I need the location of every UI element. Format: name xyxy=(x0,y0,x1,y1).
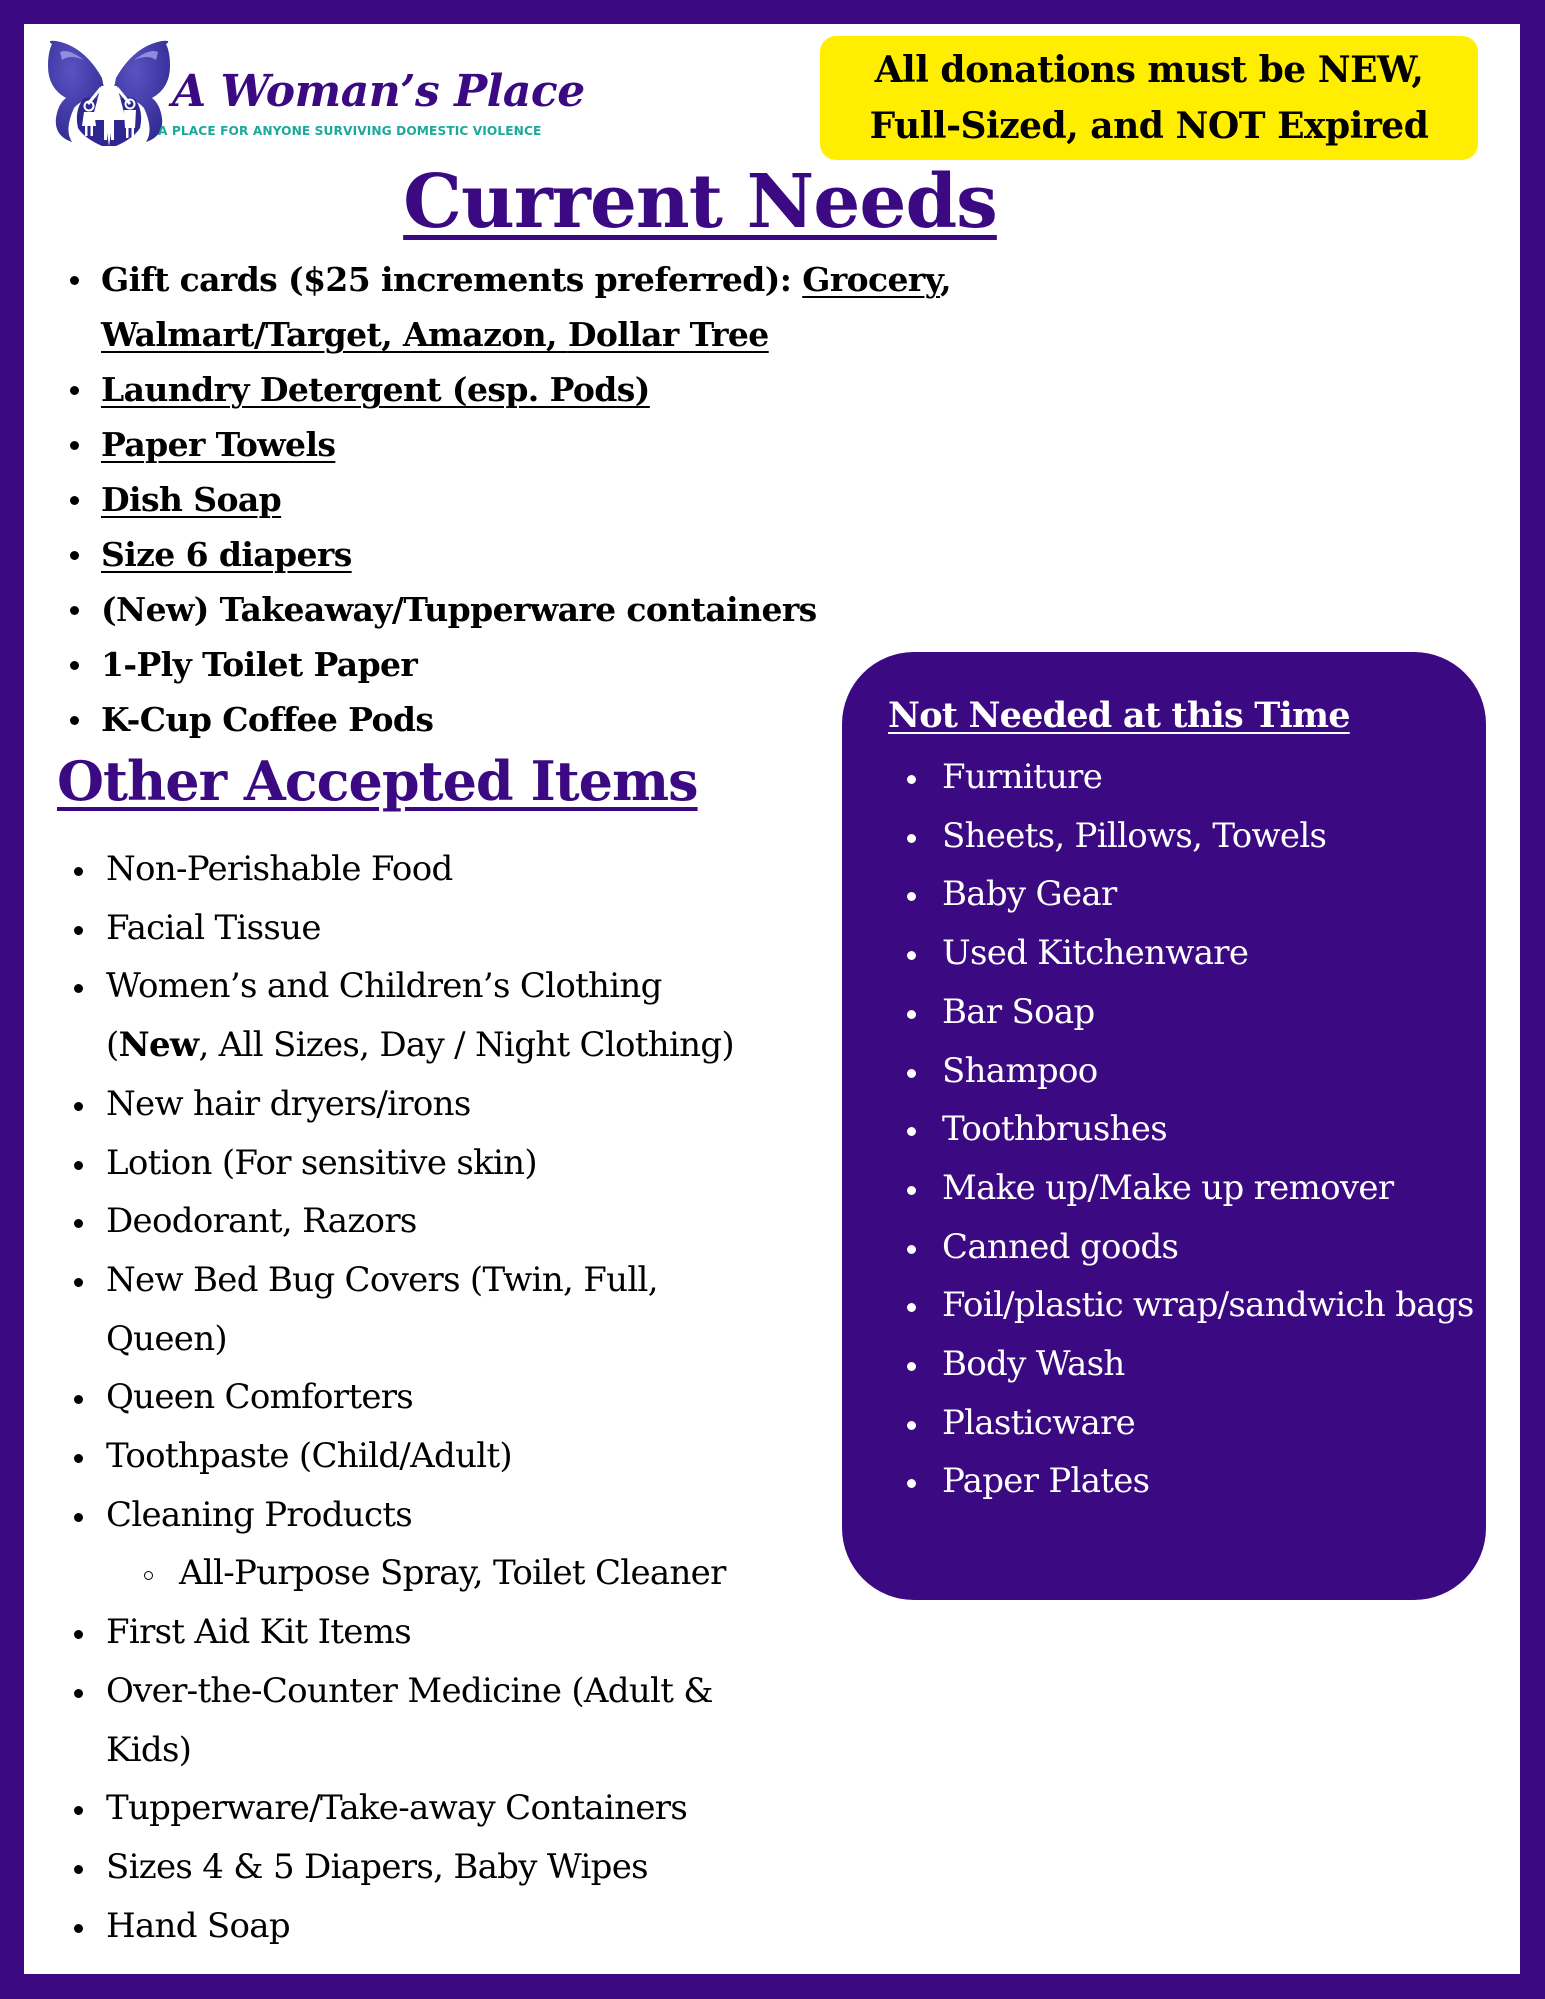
list-item: New Bed Bug Covers (Twin, Full, Queen) xyxy=(72,1251,756,1368)
not-needed-list xyxy=(907,748,1477,1511)
butterfly-family-icon xyxy=(44,38,174,150)
list-item: Tupperware/Take-away Containers xyxy=(72,1779,852,1838)
notice-line-2: Full-Sized, and NOT Expired xyxy=(869,105,1429,147)
list-item: Queen Comforters xyxy=(72,1368,852,1427)
clothing-new-emphasis: New xyxy=(118,1025,199,1066)
gift-card-store: Walmart/Target xyxy=(101,315,382,354)
list-item: Used Kitchenware xyxy=(907,924,1477,983)
list-item: 1-Ply Toilet Paper xyxy=(68,637,1118,692)
list-item: Baby Gear xyxy=(907,865,1477,924)
list-item: New hair dryers/irons xyxy=(72,1075,852,1134)
list-item: Canned goods xyxy=(907,1218,1477,1277)
gift-card-store: Grocery xyxy=(802,260,941,299)
gift-card-store: Amazon xyxy=(402,315,547,354)
list-item: Non-Perishable Food xyxy=(72,840,852,899)
other-accepted-heading: Other Accepted Items xyxy=(57,749,698,813)
list-item: (New) Takeaway/Tupperware containers xyxy=(68,582,1118,637)
list-item: Paper Plates xyxy=(907,1452,1477,1511)
list-item: Cleaning Products xyxy=(72,1486,852,1545)
list-item: Foil/plastic wrap/sandwich bags xyxy=(907,1276,1477,1335)
not-needed-panel xyxy=(842,652,1486,1600)
donation-notice-box xyxy=(820,36,1478,160)
brand-name: A Woman’s Place xyxy=(172,66,585,117)
list-item: Bar Soap xyxy=(907,983,1477,1042)
list-item: Facial Tissue xyxy=(72,899,852,958)
list-item: Sheets, Pillows, Towels xyxy=(907,807,1477,866)
notice-line-1: All donations must be NEW, xyxy=(874,49,1424,91)
list-item: Over-the-Counter Medicine (Adult & Kids) xyxy=(72,1662,796,1779)
list-item: First Aid Kit Items xyxy=(72,1603,852,1662)
list-item: Furniture xyxy=(907,748,1477,807)
list-item: Shampoo xyxy=(907,1042,1477,1101)
not-needed-heading: Not Needed at this Time xyxy=(888,695,1350,736)
list-item: Deodorant, Razors xyxy=(72,1192,852,1251)
list-item: Lotion (For sensitive skin) xyxy=(72,1134,852,1193)
list-item: Body Wash xyxy=(907,1335,1477,1394)
list-item: Size 6 diapers xyxy=(68,527,1118,582)
list-item: Make up/Make up remover xyxy=(907,1159,1477,1218)
list-item: Laundry Detergent (esp. Pods) xyxy=(68,362,1118,417)
gift-cards-prefix: Gift cards ($25 increments preferred): xyxy=(101,260,803,299)
sub-list-item: All-Purpose Spray, Toilet Cleaner xyxy=(72,1544,852,1603)
other-accepted-list xyxy=(72,840,852,1955)
gift-card-store: Dollar Tree xyxy=(567,315,769,354)
list-item: Paper Towels xyxy=(68,417,1118,472)
brand-tagline: A PLACE FOR ANYONE SURVIVING DOMESTIC VIOLENCE xyxy=(158,124,542,138)
list-item: Dish Soap xyxy=(68,472,1118,527)
list-item-gift-cards: Gift cards ($25 increments preferred): Grocery, Walmart/Target, Amazon, Dollar Tree xyxy=(68,252,1118,362)
page-title xyxy=(0,160,1400,244)
list-item: Sizes 4 & 5 Diapers, Baby Wipes xyxy=(72,1838,852,1897)
list-item: K-Cup Coffee Pods xyxy=(68,692,1118,747)
list-item: Hand Soap xyxy=(72,1897,852,1956)
list-item: Toothbrushes xyxy=(907,1100,1477,1159)
list-item: Plasticware xyxy=(907,1394,1477,1453)
current-needs-title: Current Needs xyxy=(403,159,997,245)
list-item-clothing: Women’s and Children’s Clothing (New, All Sizes, Day / Night Clothing) xyxy=(72,957,852,1074)
list-item: Toothpaste (Child/Adult) xyxy=(72,1427,852,1486)
